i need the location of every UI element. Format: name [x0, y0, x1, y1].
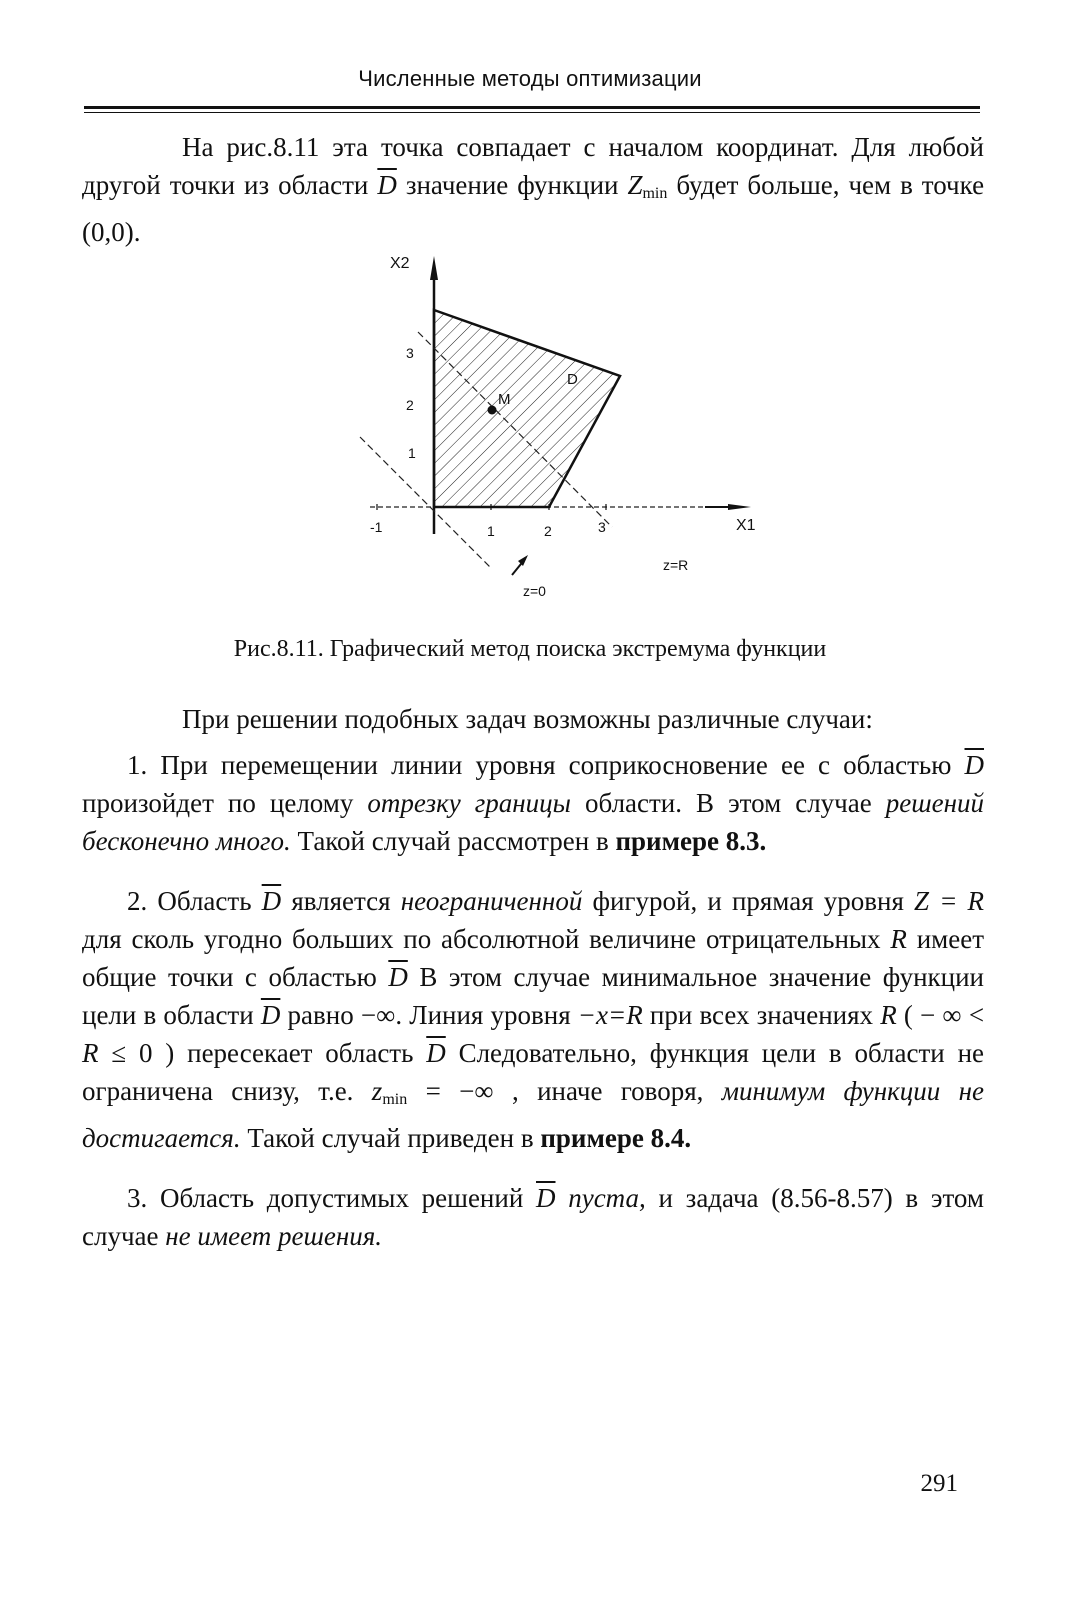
intro-text-1: На рис.8.11 эта точка совпадает с началом координат. Для любой другой точки из области: [82, 132, 984, 200]
region-symbol: $\overline{D}$: [964, 750, 984, 780]
region-symbol: $\overline{D}$: [388, 962, 408, 992]
region-d-label: D: [567, 371, 578, 388]
intro-text-2: значение функции: [405, 170, 619, 200]
region-symbol: $\overline{D}$: [536, 1183, 556, 1213]
x-tick-label-m1: -1: [370, 519, 383, 535]
region-d-hatch: [430, 302, 630, 512]
page-number: 291: [920, 1470, 958, 1497]
figure-8-11: [340, 252, 756, 612]
example-link-8-4: примере 8.4.: [540, 1123, 692, 1153]
running-header: Численные методы оптимизации: [358, 66, 702, 91]
intro-text-3: будет больше, чем в точке (0,0).: [82, 170, 985, 247]
header-rule-thin: [84, 112, 980, 113]
region-symbol: $\overline{D}$: [426, 1038, 446, 1068]
case-2: 2. Область $\overline{D}$ является неограниченной фигурой, и прямая уровня Z = R для сколь угодно больших по абсолютной величине отрицательных R имеет общие точки с областью $\overline{D}$ В этом случае минимальное значение функции цели в области $\overline{D}$ равно −∞. Линия уровня −x=R при всех значениях R ( − ∞ < R ≤ 0 ) пересекает область $\overline{D}$ Следовательно, функция цели в области не ограничена снизу, т.е. $z_{min}$ = −∞ , иначе говоря, минимум функции не достигается. Такой случай приведен в примере 8.4.: [82, 886, 985, 1153]
x1-axis-label: X1: [736, 517, 756, 534]
y-tick-label-2: 2: [406, 397, 414, 413]
zmin-symbol: $Z_{min}$: [627, 170, 668, 202]
level-line-z0-label: z=0: [523, 583, 546, 599]
case-3: 3. Область допустимых решений $\overline{D}$ пуста, и задача (8.56-8.57) в этом случае не имеет решения.: [82, 1183, 984, 1251]
x-tick-label-2: 2: [544, 523, 552, 539]
cases-section: [82, 700, 984, 1255]
cases-intro: При решении подобных задач возможны различные случаи:: [182, 704, 873, 734]
y-tick-label-3: 3: [406, 345, 414, 361]
level-line-zR-label: z=R: [663, 557, 689, 573]
x-tick-label-3: 3: [598, 519, 606, 535]
region-symbol: $\overline{D}$: [260, 1000, 281, 1030]
x2-arrow-icon: [430, 256, 438, 280]
x-tick-label-1: 1: [487, 523, 495, 539]
point-m: [488, 406, 497, 415]
region-symbol: $\overline{D}$: [261, 886, 282, 916]
y-tick-label-1: 1: [408, 445, 416, 461]
example-link-8-3: примере 8.3.: [615, 826, 767, 856]
figure-caption: Рис.8.11. Графический метод поиска экстремума функции: [233, 636, 827, 662]
zmin-symbol: $z_{min}$: [371, 1076, 408, 1108]
region-symbol: $\overline{D}$: [377, 170, 397, 200]
case-1: 1. При перемещении линии уровня соприкосновение ее с областью $\overline{D}$ произойдет по целому отрезку границы области. В этом случае решений бесконечно много. Такой случай рассмотрен в примере 8.3.: [82, 750, 985, 856]
header-rule-thick: [84, 106, 980, 109]
point-m-label: M: [498, 391, 511, 408]
x2-axis-label: X2: [390, 255, 410, 272]
intro-paragraph: [82, 128, 984, 251]
